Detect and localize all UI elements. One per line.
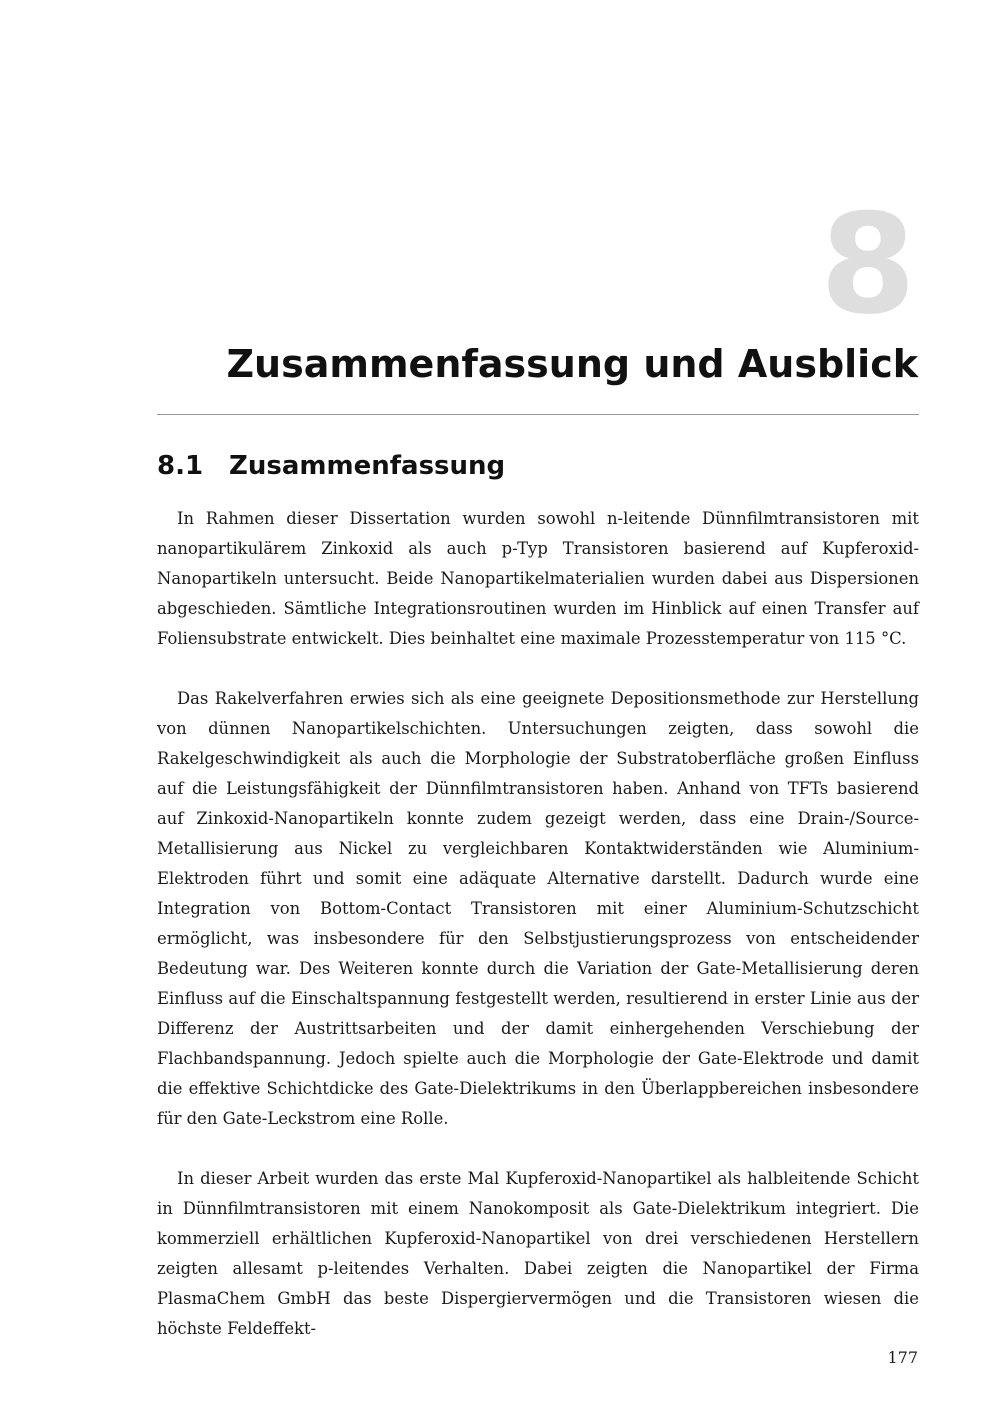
chapter-title: Zusammenfassung und Ausblick <box>226 342 918 386</box>
paragraph-2: Das Rakelverfahren erwies sich als eine geeignete Depositionsmethode zur Herstellung von dünnen Nanopartikelschichten. Untersuchungen zeigten, dass sowohl die Rakelgeschwindigkeit als auch die Morphologie der Substratoberfläche großen Einfluss auf die Leistungsfähigkeit der Dünnfilmtransistoren haben. Anhand von TFTs basierend auf Zinkoxid-Nanopartikeln konnte zudem gezeigt werden, dass eine Drain-/Source-Metallisierung aus Nickel zu vergleichbaren Kontaktwiderständen wie Aluminium-Elektroden führt und somit eine adäquate Alternative darstellt. Dadurch wurde eine Integration von Bottom-Contact Transistoren mit einer Aluminium-Schutzschicht ermöglicht, was insbesondere für den Selbstjustierungsprozess von entscheidender Bedeutung war. Des Weiteren konnte durch die Variation der Gate-Metallisierung deren Einfluss auf die Einschaltspannung festgestellt werden, resultierend in erster Linie aus der Differenz der Austrittsarbeiten und der damit einhergehenden Verschiebung der Flachbandspannung. Jedoch spielte auch die Morphologie der Gate-Elektrode und damit die effektive Schichtdicke des Gate-Dielektrikums in den Überlappbereichen insbesondere für den Gate-Leckstrom eine Rolle. <box>157 689 919 1128</box>
page-number: 177 <box>887 1348 918 1367</box>
paragraph-3: In dieser Arbeit wurden das erste Mal Kupferoxid-Nanopartikel als halbleitende Schicht in Dünnfilmtransistoren mit einem Nanokomposit als Gate-Dielektrikum integriert. Die kommerziell erhältlichen Kupferoxid-Nanopartikel von drei verschiedenen Herstellern zeigten allesamt p-leitendes Verhalten. Dabei zeigten die Nanopartikel der Firma PlasmaChem GmbH das beste Dispergiervermögen und die Transistoren wiesen die höchste Feldeffekt- <box>157 1169 919 1338</box>
section-number: 8.1 <box>157 451 204 481</box>
section-heading <box>157 450 505 484</box>
chapter-divider <box>157 414 919 415</box>
body-text <box>157 504 919 1374</box>
section-title: Zusammenfassung <box>229 451 506 481</box>
chapter-number: 8 <box>819 184 916 345</box>
paragraph-1: In Rahmen dieser Dissertation wurden sowohl n-leitende Dünnfilmtransistoren mit nanopartikulärem Zinkoxid als auch p-Typ Transistoren basierend auf Kupferoxid-Nanopartikeln untersucht. Beide Nanopartikelmaterialien wurden dabei aus Dispersionen abgeschieden. Sämtliche Integrationsroutinen wurden im Hinblick auf einen Transfer auf Foliensubstrate entwickelt. Dies beinhaltet eine maximale Prozesstemperatur von 115 °C. <box>157 509 919 648</box>
